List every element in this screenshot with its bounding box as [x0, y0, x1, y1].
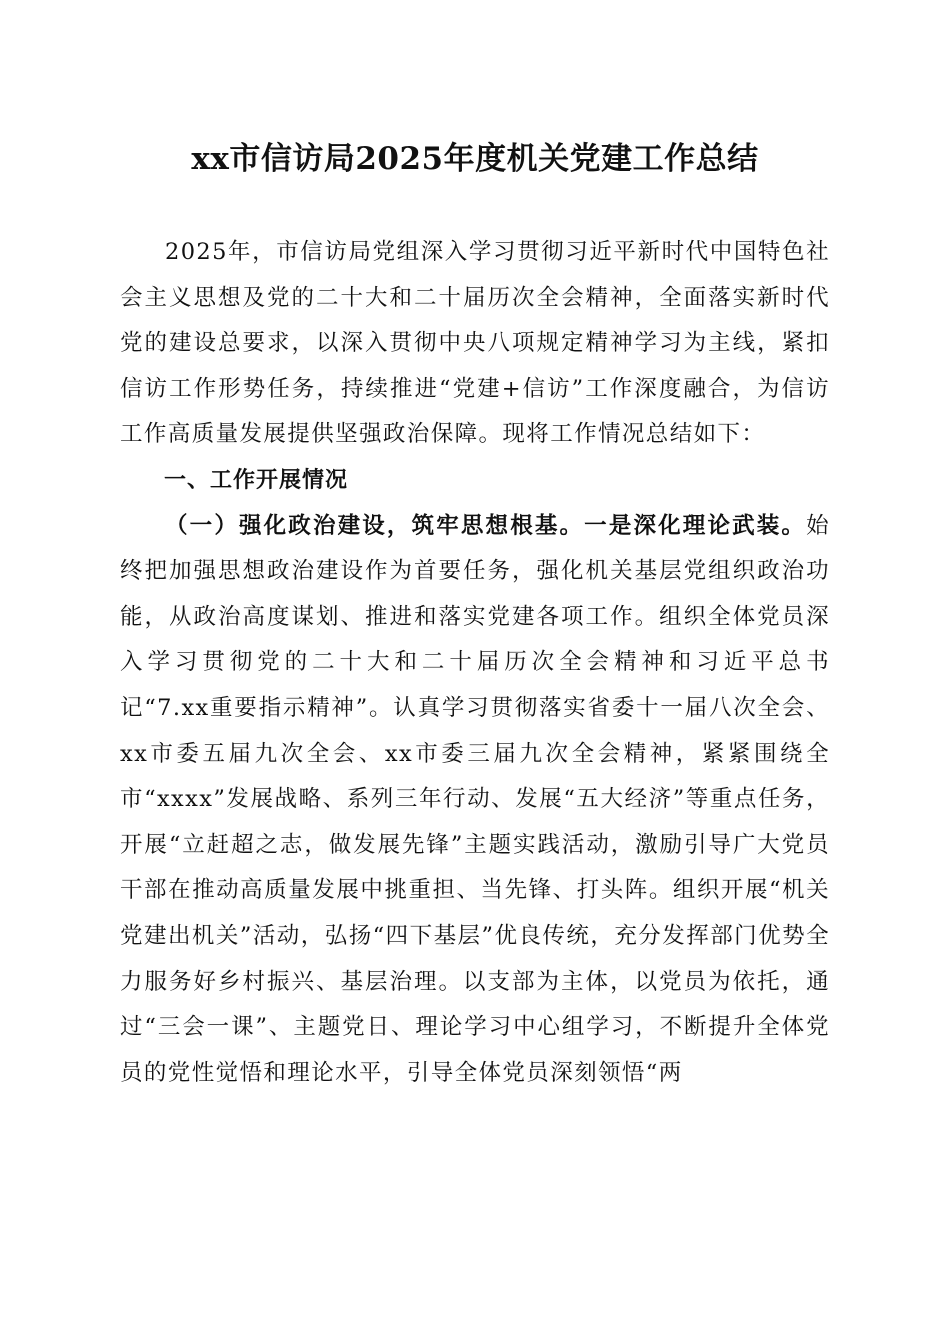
document-title: xx市信访局2025年度机关党建工作总结	[191, 141, 759, 177]
document-body	[120, 230, 830, 1096]
subsection-body: 始终把加强思想政治建设作为首要任务，强化机关基层党组织政治功能，从政治高度谋划、推进和落实党建各项工作。组织全体党员深入学习贯彻党的二十大和二十届历次全会精神和习近平总书记“7.xx重要指示精神”。认真学习贯彻落实省委十一届八次全会、xx市委五届九次全会、xx市委三届九次全会精神，紧紧围绕全市“xxxx”发展战略、系列三年行动、发展“五大经济”等重点任务，开展“立赶超之志，做发展先锋”主题实践活动，激励引导广大党员干部在推动高质量发展中挑重担、当先锋、打头阵。组织开展“机关党建出机关”活动，弘扬“四下基层”优良传统，充分发挥部门优势全力服务好乡村振兴、基层治理。以支部为主体，以党员为依托，通过“三会一课”、主题党日、理论学习中心组学习，不断提升全体党员的党性觉悟和理论水平，引导全体党员深刻领悟“两	[120, 512, 830, 1086]
intro-paragraph: 2025年，市信访局党组深入学习贯彻习近平新时代中国特色社会主义思想及党的二十大和二十届历次全会精神，全面落实新时代党的建设总要求，以深入贯彻中央八项规定精神学习为主线，紧扣信访工作形势任务，持续推进“党建+信访”工作深度融合，为信访工作高质量发展提供坚强政治保障。现将工作情况总结如下：	[120, 239, 830, 448]
point-heading: 一是深化理论武装。	[584, 512, 807, 539]
subsection-heading: （一）强化政治建设，筑牢思想根基。	[165, 512, 585, 539]
subsection-paragraph	[120, 504, 830, 1097]
section-heading: 一、工作开展情况	[164, 467, 349, 493]
